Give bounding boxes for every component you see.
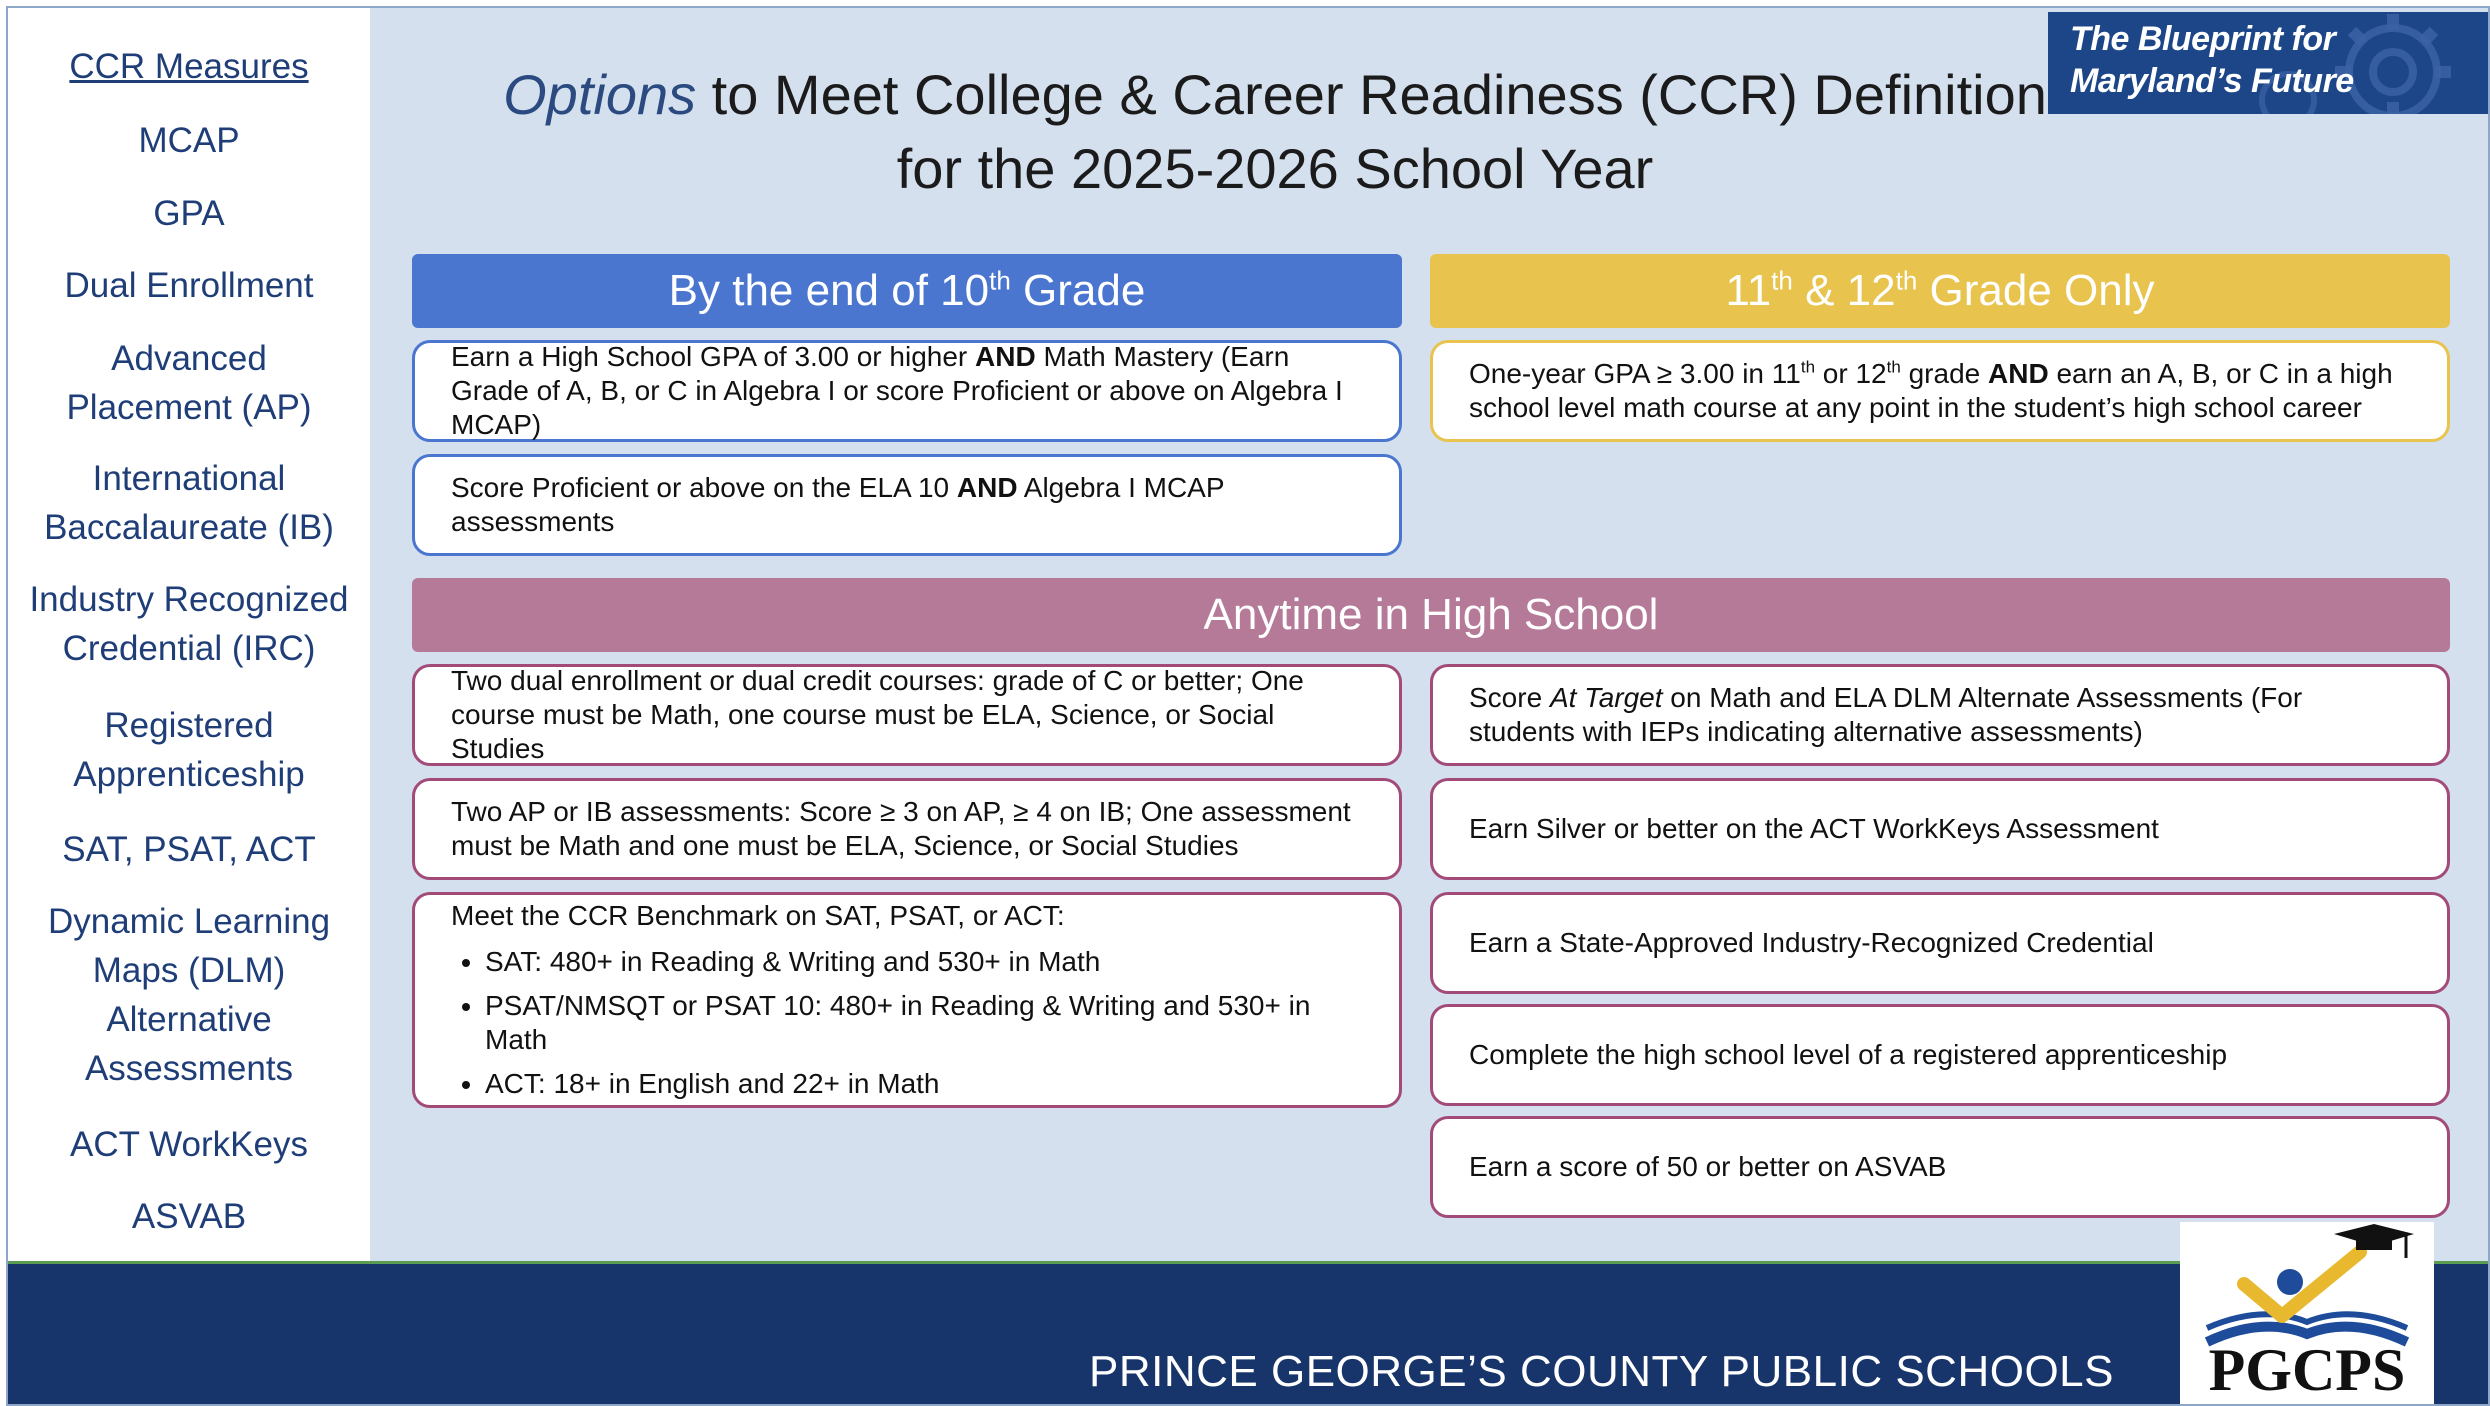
text-run: One-year GPA ≥ 3.00 in 11	[1469, 358, 1801, 389]
option-sat-psat-act	[412, 892, 1402, 1108]
header-text: Grade Only	[1917, 266, 2155, 315]
sidebar-item-industry-recognized-credential[interactable]	[8, 575, 370, 673]
option-industry-credential	[1430, 892, 2450, 994]
slide	[6, 6, 2490, 1406]
option-text: Two AP or IB assessments: Score ≥ 3 on AP, ≥ 4 on IB; One assessment must be Math and one must be ELA, Science, or Social Studies	[451, 796, 1351, 861]
option-mcap-proficient	[412, 454, 1402, 556]
blueprint-logo-line-1: The Blueprint for	[2070, 20, 2336, 58]
sidebar-item-label-line: International	[92, 459, 286, 498]
title-emphasis: Options	[503, 63, 697, 126]
sidebar-item-label-line: Dynamic Learning	[47, 902, 331, 941]
text-run: earn an A, B, or C in a high school level math course at any point in the student’s high school career	[1469, 358, 2393, 423]
footer-text: PRINCE GEORGE’S COUNTY PUBLIC SCHOOLS	[1089, 1347, 2114, 1396]
page-title	[490, 58, 2060, 206]
sidebar-item-label: GPA	[153, 194, 225, 233]
blueprint-logo-text	[2070, 18, 2354, 102]
benchmark-list	[451, 935, 1363, 1101]
text-run: Math Mastery (Earn Grade of A, B, or C in Algebra I or score Proficient or above on Algebra I MCAP)	[451, 341, 1343, 440]
option-asvab	[1430, 1116, 2450, 1218]
sidebar-item-label-line: Credential (IRC)	[62, 629, 316, 668]
sidebar-item-label-line: Baccalaureate (IB)	[44, 508, 334, 547]
option-ap-ib	[412, 778, 1402, 880]
sidebar-item-label: CCR Measures	[69, 47, 309, 86]
text-run: grade	[1900, 358, 1988, 389]
option-text: Earn a score of 50 or better on ASVAB	[1469, 1151, 1947, 1182]
text-run-bold: AND	[956, 472, 1018, 503]
sidebar-nav	[8, 8, 370, 1264]
sidebar-item-label-line: Assessments	[84, 1049, 294, 1088]
blueprint-logo	[2048, 12, 2488, 114]
text-superscript: th	[1886, 357, 1901, 377]
option-dual-enrollment	[412, 664, 1402, 766]
sidebar-item-registered-apprenticeship[interactable]	[8, 701, 370, 799]
sidebar-item-advanced-placement[interactable]	[8, 334, 370, 432]
sidebar-item-label-line: Apprenticeship	[73, 755, 305, 794]
text-superscript: th	[1800, 357, 1816, 377]
sidebar-item-label-line: Maps (DLM)	[92, 951, 286, 990]
sidebar-item-label: SAT, PSAT, ACT	[62, 830, 316, 869]
section-header-anytime	[412, 578, 2450, 652]
sidebar-item-label-line: Placement (AP)	[66, 388, 312, 427]
text-run: on Math and ELA DLM Alternate Assessments (For students with IEPs indicating alternative assessments)	[1469, 682, 2303, 747]
text-run: Earn a High School GPA of 3.00 or higher	[451, 341, 976, 372]
sidebar-item-act-workkeys[interactable]	[8, 1120, 370, 1169]
title-line-1-rest: to Meet College & Career Readiness (CCR) Definition	[696, 63, 2047, 126]
title-line-1	[490, 58, 2060, 132]
sidebar-item-international-baccalaureate[interactable]	[8, 454, 370, 552]
header-text: Grade	[1010, 266, 1146, 315]
text-run-bold: AND	[1988, 358, 2049, 389]
header-superscript: th	[989, 265, 1011, 296]
option-act-workkeys	[1430, 778, 2450, 880]
option-apprenticeship	[1430, 1004, 2450, 1106]
pgcps-logo	[2180, 1222, 2434, 1406]
sidebar-item-label: Dual Enrollment	[64, 266, 314, 305]
text-run: Algebra I MCAP assessments	[451, 472, 1225, 537]
list-item: • PSAT/NMSQT or PSAT 10: 480+ in Reading & Writing and 530+ in Math	[485, 989, 1363, 1057]
option-heading: Meet the CCR Benchmark on SAT, PSAT, or ACT:	[451, 900, 1065, 931]
header-text: 11	[1725, 266, 1772, 315]
title-line-2: for the 2025-2026 School Year	[896, 137, 1654, 200]
option-text: Earn a State-Approved Industry-Recognized Credential	[1469, 927, 2154, 958]
option-gpa-math-mastery	[412, 340, 1402, 442]
sidebar-item-label-line: Industry Recognized	[29, 580, 349, 619]
header-superscript: th	[1771, 265, 1793, 296]
option-text: Earn Silver or better on the ACT WorkKeys Assessment	[1469, 813, 2159, 844]
text-run: Score Proficient or above on the ELA 10	[451, 472, 957, 503]
section-header-11th-12th-grade	[1430, 254, 2450, 328]
option-text: Complete the high school level of a registered apprenticeship	[1469, 1039, 2228, 1070]
sidebar-item-label: ASVAB	[131, 1197, 247, 1236]
list-item: • SAT: 480+ in Reading & Writing and 530+ in Math	[485, 945, 1363, 979]
graduation-cap-icon	[2182, 1224, 2432, 1354]
list-item: • ACT: 18+ in English and 22+ in Math	[485, 1067, 1363, 1101]
sidebar-item-mcap[interactable]	[8, 116, 370, 165]
option-dlm-alternate	[1430, 664, 2450, 766]
option-text	[451, 340, 1363, 442]
sidebar-item-label-line: Registered	[104, 706, 274, 745]
sidebar-item-dlm-alternative-assessments[interactable]	[8, 897, 370, 1093]
header-superscript: th	[1895, 265, 1918, 296]
text-run: Score	[1469, 682, 1550, 713]
sidebar-item-label: MCAP	[138, 121, 240, 160]
main-content	[370, 8, 2490, 1264]
header-text: By the end of 10	[668, 266, 990, 315]
footer	[8, 1264, 2490, 1406]
sidebar-item-dual-enrollment[interactable]	[8, 261, 370, 310]
header-text: Anytime in High School	[1203, 590, 1659, 639]
section-header-10th-grade	[412, 254, 1402, 328]
sidebar-item-label-line: Advanced	[111, 339, 267, 378]
sidebar-item-label-line: Alternative	[106, 1000, 272, 1039]
text-run-bold: AND	[975, 341, 1036, 372]
sidebar-item-gpa[interactable]	[8, 189, 370, 238]
option-text	[1469, 357, 2411, 425]
pgcps-logo-text: PGCPS	[2208, 1337, 2406, 1403]
sidebar-item-label: ACT WorkKeys	[70, 1125, 308, 1164]
header-text: & 12	[1792, 266, 1896, 315]
option-text	[451, 471, 1363, 539]
option-one-year-gpa	[1430, 340, 2450, 442]
option-text	[1469, 681, 2411, 749]
text-run: or 12	[1815, 358, 1887, 389]
option-text: Two dual enrollment or dual credit courses: grade of C or better; One course must be Math, one course must be ELA, Science, or Social Studies	[451, 665, 1304, 764]
sidebar-item-ccr-measures[interactable]	[8, 42, 370, 91]
sidebar-item-asvab[interactable]	[8, 1192, 370, 1241]
blueprint-logo-line-2: Maryland’s Future	[2070, 62, 2354, 100]
sidebar-item-sat-psat-act[interactable]	[8, 825, 370, 874]
text-run-italic: At Target	[1549, 682, 1663, 713]
